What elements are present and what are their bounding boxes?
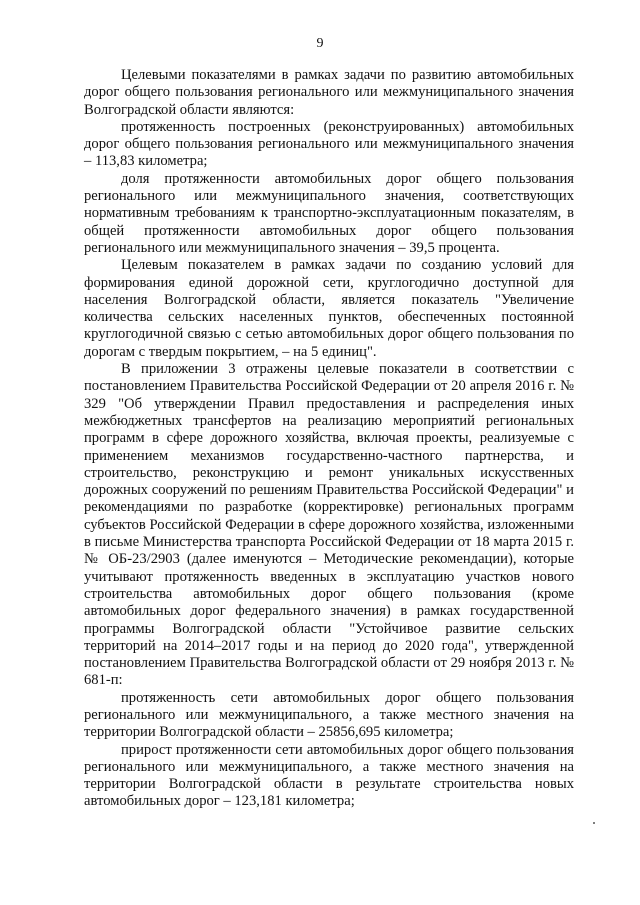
paragraph-roads-compliance-share: доля протяженности автомобильных дорог общего пользования регионального или межмуниципального значения, соответствующих нормативным требованиям к транспортно-эксплуатационным показателям, в общей протяженности автомобильных дорог общего пользования регионального или межмуниципального значения – 39,5 процента. [84,170,574,256]
scan-speck [593,822,595,824]
document-body [84,67,574,811]
paragraph-built-roads-length: протяженность построенных (реконструированных) автомобильных дорог общего пользования регионального или межмуниципального значения – 113,83 километра; [84,118,574,170]
page-number: 9 [316,36,324,51]
paragraph-appendix-3-targets: В приложении 3 отражены целевые показатели в соответствии с постановлением Правительства Российской Федерации от 20 апреля 2016 г. № 329 "Об утверждении Правил предоставления и распределения иных межбюджетных трансфертов на реализацию мероприятий региональных программ в сфере дорожного хозяйства, включая проекты, реализуемые с применением механизмов государственно-частного партнерства, и строительство, реконструкцию и ремонт уникальных искусственных дорожных сооружений по решениям Правительства Российской Федерации" и рекомендациями по разработке (корректировке) региональных программ субъектов Российской Федерации в сфере дорожного хозяйства, изложенными в письме Министерства транспорта Российской Федерации от 18 марта 2015 г. № ОБ-23/2903 (далее именуются – Методические рекомендации), которые учитывают протяженность введенных в эксплуатацию участков нового строительства автомобильных дорог общего пользования (кроме автомобильных дорог федерального значения) в рамках государственной программы Волгоградской области "Устойчивое развитие сельских территорий на 2014–2017 годы и на период до 2020 года", утвержденной постановлением Правительства Волгоградской области от 29 ноября 2013 г. № 681-п: [84,361,574,689]
paragraph-road-network-length: протяженность сети автомобильных дорог общего пользования регионального или межмуниципального, а также местного значения на территории Волгоградской области – 25856,695 километра; [84,689,574,741]
paragraph-targets-intro: Целевыми показателями в рамках задачи по развитию автомобильных дорог общего пользования регионального или межмуниципального значения Волгоградской области являются: [84,67,574,118]
paragraph-road-network-growth: прирост протяженности сети автомобильных дорог общего пользования регионального или межмуниципального, а также местного значения на территории Волгоградской области в результате строительства новых автомобильных дорог – 123,181 километра; [84,741,574,810]
paragraph-rural-settlements-target: Целевым показателем в рамках задачи по созданию условий для формирования единой дорожной сети, круглогодично доступной для населения Волгоградской области, является показатель "Увеличение количества сельских населенных пунктов, обеспеченных постоянной круглогодичной связью с сетью автомобильных дорог общего пользования по дорогам с твердым покрытием, – на 5 единиц". [84,257,574,360]
